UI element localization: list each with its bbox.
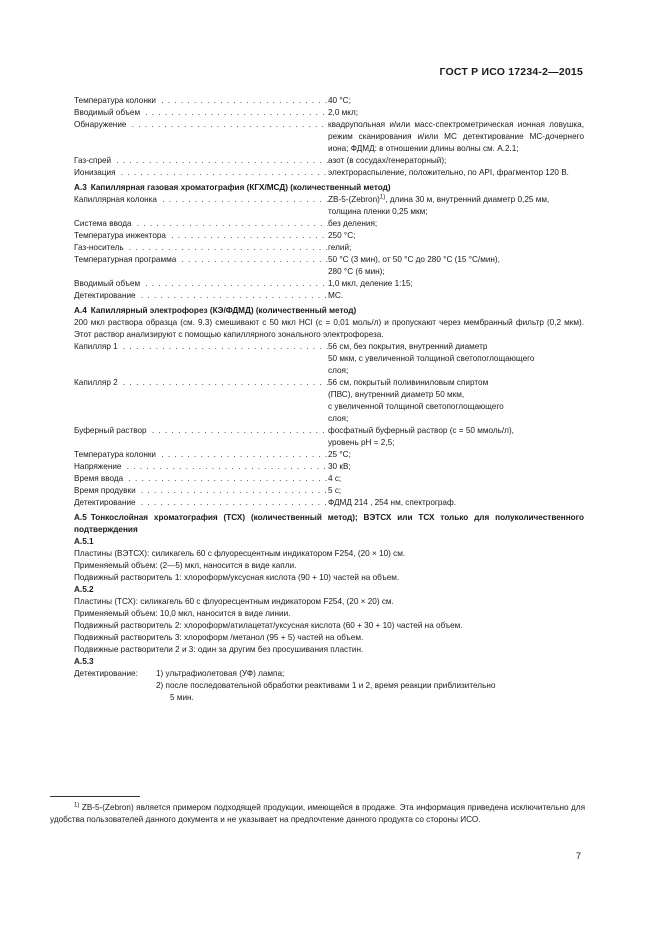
param-row [74,449,584,461]
subsection-line: Подвижный растворитель 3: хлороформ /метанол (95 + 5) частей на объем. [74,633,364,642]
detection-row [74,668,584,680]
param-value: без деления; [328,219,378,228]
param-label: Вводимый объем [74,279,141,288]
page-number: 7 [575,851,581,861]
param-value: 56 см, без покрытия, внутренний диаметр 50 мкм, с увеличенной толщиной светопоглощающего слоя; [328,342,535,375]
footnote-separator [50,796,140,797]
param-value: 1,0 мкл, деление 1:15; [328,279,413,288]
param-row [74,290,584,302]
param-value: азот (в сосудах/генераторный); [328,156,447,165]
subsection-line: Подвижные растворители 2 и 3: один за другим без просушивания пластин. [74,645,364,654]
param-label: Температура инжектора [74,231,166,240]
param-row [74,155,584,167]
section-title: Капиллярный электрофорез (КЭ/ФДМД) (количественный метод) [90,306,357,315]
param-row [74,230,584,242]
param-value: 40 °С; [328,96,351,105]
param-row [74,497,584,509]
param-value: фосфатный буферный раствор (c = 50 ммоль/л), уровень pH = 2,5; [328,426,514,447]
param-value: электрораспыление, положительно, по API, фрагментор 120 В. [328,168,569,177]
detection-item-2: 2) после последовательной обработки реактивами 1 и 2, время реакции приблизительно 5 мин. [156,681,496,702]
param-label: Напряжение [74,462,122,471]
param-label: Буферный раствор [74,426,147,435]
param-value: 30 кВ; [328,462,351,471]
subsection-line: Применяемый объем: (2—5) мкл, наносится в виде капли. [74,561,297,570]
param-value: 250 °С; [328,231,356,240]
param-row [74,218,584,230]
param-value: ФДМД 214 , 254 нм, спектрограф. [328,498,456,507]
subsection-line: Подвижный растворитель 2: хлороформ/атилацетат/уксусная кислота (60 + 30 + 10) частей на объем. [74,621,463,630]
param-label: Время ввода [74,474,124,483]
param-value: 50 °С (3 мин), от 50 °С до 280 °С (15 °С/мин), 280 °С (6 мин); [328,255,500,276]
param-value: квадрупольная и/или масс-спектрометрическая ионная ловушка, режим сканирования и/или МС детектирование МС-дочернего иона; ФДМД: в отношении длины волны см. А.2.1; [328,120,584,153]
subsection-line: Подвижный растворитель 1: хлороформ/уксусная кислота (90 + 10) частей на объем. [74,573,400,582]
footnote [50,802,585,826]
subsection-line: Пластины (ВЭТСХ): силикагель 60 с флуоресцентным индикатором F254, (20 × 10) см. [74,549,406,558]
section-heading-a4 [74,305,584,317]
section-heading-a5 [74,512,584,536]
param-value: МС. [328,291,344,300]
param-row [74,107,584,119]
param-row [74,242,584,254]
section-number: А.4 [74,306,87,315]
subsection-line: Пластины (ТСХ): силикагель 60 с флуоресцентным индикатором F254, (20 × 20) см. [74,597,394,606]
param-label: Температурная программа [74,255,177,264]
section-heading-a3 [74,182,584,194]
param-label: Газ-носитель [74,243,124,252]
param-label: Температура колонки [74,450,157,459]
section-number: А.3 [74,183,87,192]
param-label: Капиллярная колонка [74,195,157,204]
param-row [74,425,584,449]
footnote-text: ZB-5-(Zebron) является примером подходящей продукции, имеющейся в продаже. Эта информация приведена исключительно для удобства пользователей данного документа и не указывает на предпочтение данного продукта со стороны ИСО. [50,803,586,824]
param-row [74,278,584,290]
detection-label: Детектирование: [74,669,138,678]
param-label: Вводимый объем [74,108,141,117]
param-row [74,377,584,425]
param-value: гелий; [328,243,352,252]
param-value: 56 см, покрытый поливиниловым спиртом (ПВС), внутренний диаметр 50 мкм, с увеличенной толщиной светопоглощающего слоя; [328,378,504,423]
param-label: Обнаружение [74,120,127,129]
param-label: Система ввода [74,219,132,228]
param-label: Газ-спрей [74,156,112,165]
param-value: 4 с; [328,474,342,483]
param-label: Капилляр 2 [74,378,118,387]
section-number: А.5 [74,513,87,522]
param-row [74,119,584,155]
param-label: Время продувки [74,486,136,495]
section-intro: 200 мкл раствора образца (см. 9.3) смешивают с 50 мкл HCl (c = 0,01 моль/л) и пропускают через мембранный фильтр (0,2 мкм). Этот раствор анализируют с помощью капиллярного зонального электрофореза. [74,318,584,339]
page-content [74,95,584,704]
subsection-number: А.5.2 [74,585,94,594]
params-block-1 [74,95,584,179]
footnote-mark: 1) [74,802,80,809]
param-row [74,461,584,473]
param-label: Детектирование [74,291,136,300]
document-header: ГОСТ Р ИСО 17234-2—2015 [439,66,583,78]
param-label: Капилляр 1 [74,342,118,351]
param-value: 2,0 мкл; [328,108,359,117]
param-row [74,485,584,497]
param-value: 5 с; [328,486,342,495]
param-label: Детектирование [74,498,136,507]
param-label: Температура колонки [74,96,157,105]
param-row [74,341,584,377]
param-row [74,167,584,179]
param-row [74,95,584,107]
params-block-a4 [74,341,584,509]
detection-item-1: 1) ультрафиолетовая (УФ) лампа; [156,669,285,678]
section-title: Тонкослойная хроматография (ТСХ) (количественный метод); ВЭТСХ или ТСХ только для полуколичественного подтверждения [74,513,584,534]
param-row [74,254,584,278]
footnote-ref[interactable]: 1) [379,194,386,201]
param-row [74,473,584,485]
subsection-number: А.5.3 [74,657,94,666]
param-row [74,194,584,218]
param-label: Ионизация [74,168,116,177]
subsection-line: Применяемый объем: 10,0 мкл, наносится в виде линии. [74,609,291,618]
params-block-a3 [74,194,584,302]
param-value: ZB-5-(Zebron)$^{1)}$, длина 30 м, внутренний диаметр 0,25 мм, толщина пленки 0,25 мкм; [328,194,550,216]
param-value: 25 °С; [328,450,351,459]
section-title: Капиллярная газовая хроматография (КГХ/МСД) (количественный метод) [90,183,391,192]
subsection-number: А.5.1 [74,537,94,546]
